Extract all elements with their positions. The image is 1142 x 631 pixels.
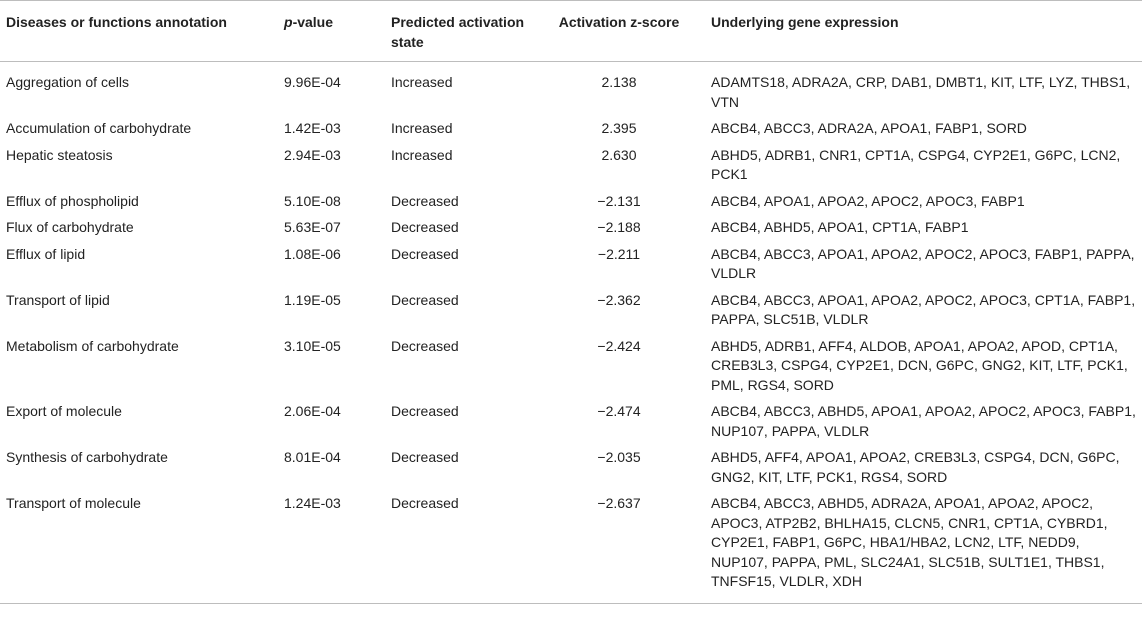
table-row xyxy=(0,443,1142,489)
table-row xyxy=(0,187,1142,214)
cell-zscore: −2.637 xyxy=(533,489,705,603)
table-row xyxy=(0,240,1142,286)
table-row xyxy=(0,141,1142,187)
cell-pvalue: 5.10E-08 xyxy=(284,192,341,209)
cell-gene-expression: ABCB4, ABCC3, APOA1, APOA2, APOC2, APOC3, CPT1A, FABP1, PAPPA, SLC51B, VLDLR xyxy=(711,291,1136,327)
cell-gene-expression: ADAMTS18, ADRA2A, CRP, DAB1, DMBT1, KIT, LTF, LYZ, THBS1, VTN xyxy=(711,74,1131,110)
cell-pvalue: 2.06E-04 xyxy=(284,403,341,419)
table-row xyxy=(0,62,1142,115)
cell-activation-state: Decreased xyxy=(391,245,459,262)
cell-activation-state: Decreased xyxy=(391,291,459,308)
table-row xyxy=(0,397,1142,443)
header-pvalue xyxy=(280,1,385,62)
cell-activation-state: Decreased xyxy=(391,219,459,235)
cell-gene-expression: ABHD5, AFF4, APOA1, APOA2, CREB3L3, CSPG4, DCN, G6PC, GNG2, KIT, LTF, PCK1, RGS4, SORD xyxy=(711,449,1120,485)
cell-gene-expression: ABCB4, ABHD5, APOA1, CPT1A, FABP1 xyxy=(711,219,969,235)
table-row xyxy=(0,332,1142,398)
cell-gene-expression: ABCB4, ABCC3, ADRA2A, APOA1, FABP1, SORD xyxy=(711,120,1027,136)
cell-gene-expression: ABCB4, ABCC3, ABHD5, ADRA2A, APOA1, APOA2, APOC2, APOC3, ATP2B2, BHLHA15, CLCN5, CNR1, CPT1A, CYBRD1, CYP2E1, FABP1, G6PC, HBA1/HBA2, LCN2, LTF, NEDD9, NUP107, PAPPA, PML, SLC24A1, SLC51B, SULT1E1, THBS1, TNFSF15, VLDLR, XDH xyxy=(705,489,1142,603)
cell-pvalue: 5.63E-07 xyxy=(284,219,341,235)
cell-gene-expression: ABHD5, ADRB1, AFF4, ALDOB, APOA1, APOA2, APOD, CPT1A, CREB3L3, CSPG4, CYP2E1, DCN, G6PC, GNG2, KIT, LTF, PCK1, PML, RGS4, SORD xyxy=(711,337,1128,393)
cell-zscore: 2.395 xyxy=(601,120,637,136)
cell-annotation: Flux of carbohydrate xyxy=(6,219,134,235)
cell-annotation: Hepatic steatosis xyxy=(6,146,113,163)
cell-zscore: −2.131 xyxy=(597,192,641,209)
cell-pvalue: 1.42E-03 xyxy=(284,120,341,136)
cell-zscore: −2.362 xyxy=(597,291,641,308)
cell-activation-state: Increased xyxy=(391,74,453,90)
cell-activation-state: Increased xyxy=(391,146,453,163)
cell-zscore: 2.138 xyxy=(601,74,637,90)
cell-activation-state: Decreased xyxy=(385,489,533,603)
table-header xyxy=(0,1,1142,62)
cell-activation-state: Decreased xyxy=(391,403,459,419)
cell-zscore: 2.630 xyxy=(601,146,637,163)
table-body xyxy=(0,62,1142,604)
header-pvalue-italic: p xyxy=(284,14,293,30)
cell-annotation: Transport of lipid xyxy=(6,291,110,308)
cell-pvalue: 2.94E-03 xyxy=(284,146,341,163)
header-annotation: Diseases or functions annotation xyxy=(0,1,280,62)
cell-annotation: Export of molecule xyxy=(6,403,122,419)
cell-zscore: −2.035 xyxy=(597,449,641,465)
cell-pvalue: 9.96E-04 xyxy=(284,74,341,90)
table-row xyxy=(0,213,1142,240)
cell-annotation: Efflux of phospholipid xyxy=(6,192,139,209)
cell-zscore: −2.474 xyxy=(597,403,641,419)
header-zscore: Activation z-score xyxy=(533,1,705,62)
cell-annotation: Accumulation of carbohydrate xyxy=(6,120,192,136)
cell-pvalue: 1.24E-03 xyxy=(280,489,385,603)
cell-pvalue: 3.10E-05 xyxy=(284,337,341,354)
header-pvalue-rest: -value xyxy=(292,14,334,30)
cell-gene-expression: ABCB4, ABCC3, ABHD5, APOA1, APOA2, APOC2, APOC3, FABP1, NUP107, PAPPA, VLDLR xyxy=(711,403,1136,439)
header-gene-expression: Underlying gene expression xyxy=(705,1,1142,62)
table-row xyxy=(0,489,1142,603)
cell-gene-expression: ABCB4, APOA1, APOA2, APOC2, APOC3, FABP1 xyxy=(711,192,1025,209)
cell-zscore: −2.424 xyxy=(597,337,641,354)
cell-activation-state: Decreased xyxy=(391,449,459,465)
cell-annotation: Transport of molecule xyxy=(0,489,280,603)
header-activation-state: Predicted activation state xyxy=(385,1,533,62)
cell-activation-state: Decreased xyxy=(391,192,459,209)
cell-annotation: Aggregation of cells xyxy=(6,74,129,90)
table-row xyxy=(0,114,1142,141)
cell-activation-state: Increased xyxy=(391,120,453,136)
cell-annotation: Efflux of lipid xyxy=(6,245,86,262)
cell-gene-expression: ABHD5, ADRB1, CNR1, CPT1A, CSPG4, CYP2E1, G6PC, LCN2, PCK1 xyxy=(711,146,1121,182)
cell-annotation: Metabolism of carbohydrate xyxy=(6,337,179,354)
cell-pvalue: 1.08E-06 xyxy=(284,245,341,262)
cell-gene-expression: ABCB4, ABCC3, APOA1, APOA2, APOC2, APOC3, FABP1, PAPPA, VLDLR xyxy=(711,245,1135,281)
cell-activation-state: Decreased xyxy=(391,337,459,354)
table-row xyxy=(0,286,1142,332)
header-row xyxy=(0,1,1142,62)
cell-zscore: −2.211 xyxy=(597,245,641,262)
cell-annotation: Synthesis of carbohydrate xyxy=(6,449,168,465)
cell-pvalue: 8.01E-04 xyxy=(284,449,341,465)
cell-pvalue: 1.19E-05 xyxy=(284,291,341,308)
cell-zscore: −2.188 xyxy=(597,219,641,235)
